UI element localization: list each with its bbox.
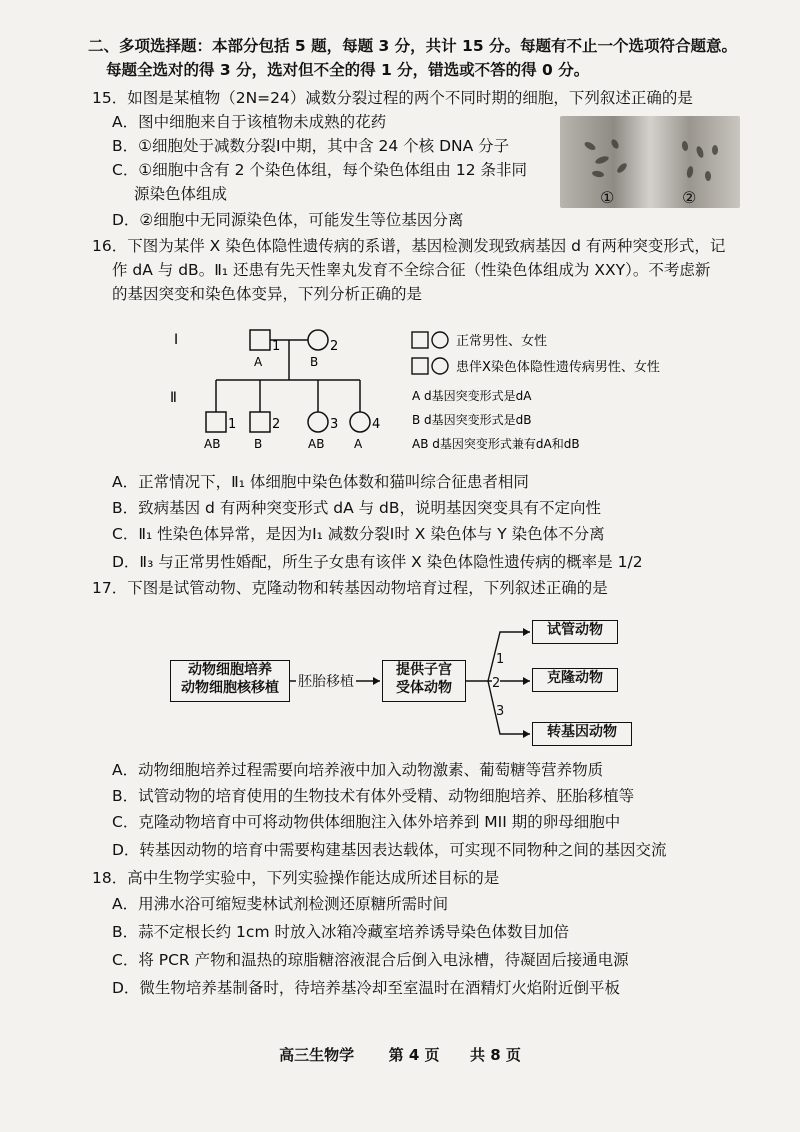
legend-affected-female-symbol xyxy=(432,358,448,374)
pedigree-II1-number: 1 xyxy=(228,417,237,432)
pedigree-I1-male xyxy=(250,330,270,350)
q16-stem-line1: 16．下图为某伴 X 染色体隐性遗传病的系谱，基因检测发现致病基因 d 有两种突变形式，记 xyxy=(92,237,726,255)
q17-option-d: D．转基因动物的培育中需要构建基因表达载体，可实现不同物种之间的基因交流 xyxy=(112,841,667,859)
section-heading: 二、多项选择题：本部分包括 5 题，每题 3 分，共计 15 分。每题有不止一个选项符合题意。 xyxy=(88,37,738,55)
q17-option-b: B．试管动物的培育使用的生物技术有体外受精、动物细胞培养、胚胎移植等 xyxy=(112,787,635,805)
q16-option-c: C．Ⅱ₁ 性染色体异常，是因为Ⅰ₁ 减数分裂Ⅰ时 X 染色体与 Y 染色体不分离 xyxy=(112,525,605,543)
q18-option-d: D．微生物培养基制备时，待培养基冷却至室温时在酒精灯火焰附近倒平板 xyxy=(112,979,620,997)
pedigree-II3-female xyxy=(308,412,328,432)
meiosis-micrograph xyxy=(560,116,740,208)
footer-total-pages: 共 8 页 xyxy=(469,1046,521,1064)
cell-label-1: ① xyxy=(600,188,615,207)
legend-normal: 正常男性、女性 xyxy=(456,334,548,349)
breeding-flow-diagram xyxy=(170,612,630,752)
box-cloned-animal: 克隆动物 xyxy=(532,668,618,692)
q15-stem: 15．如图是某植物（2N=24）减数分裂过程的两个不同时期的细胞，下列叙述正确的是 xyxy=(92,89,693,107)
page-footer xyxy=(0,1044,800,1065)
pedigree-II3-number: 3 xyxy=(330,417,339,432)
q15-option-a: A．图中细胞来自于该植物未成熟的花药 xyxy=(112,113,387,131)
box-recipient-line1: 提供子宫 xyxy=(396,662,452,678)
pedigree-I1-number: 1 xyxy=(272,339,281,354)
legend-normal-male-symbol xyxy=(412,332,428,348)
legend-affected: 患伴X染色体隐性遗传病男性、女性 xyxy=(456,360,660,375)
q17-option-c: C．克隆动物培育中可将动物供体细胞注入体外培养到 MII 期的卵母细胞中 xyxy=(112,813,621,831)
q16-option-a: A．正常情况下，Ⅱ₁ 体细胞中染色体数和猫叫综合征患者相同 xyxy=(112,473,529,491)
legend-mutation-ab: AB d基因突变形式兼有dA和dB xyxy=(412,437,580,451)
pedigree-I2-female xyxy=(308,330,328,350)
box-cell-culture-line1: 动物细胞培养 xyxy=(188,662,272,678)
q16-stem-line2: 作 dA 与 dB。Ⅱ₁ 还患有先天性睾丸发育不全综合征（性染色体组成为 XXY）。不考虑新 xyxy=(112,261,711,279)
pedigree-II1-gene: AB xyxy=(204,437,221,451)
q18-stem: 18．高中生物学实验中，下列实验操作能达成所述目标的是 xyxy=(92,869,500,887)
q15-option-d: D．②细胞中无同源染色体，可能发生等位基因分离 xyxy=(112,211,464,229)
box-cell-culture-line2: 动物细胞核移植 xyxy=(181,680,279,696)
box-test-tube-animal: 试管动物 xyxy=(532,620,618,644)
branch-number-1: 1 xyxy=(496,652,505,667)
arrow-label-embryo-transfer: 胚胎移植 xyxy=(298,674,354,690)
generation-I-label: Ⅰ xyxy=(174,332,179,348)
generation-II-label: Ⅱ xyxy=(170,390,177,406)
legend-affected-male-symbol xyxy=(412,358,428,374)
branch-number-3: 3 xyxy=(496,704,505,719)
q16-option-b: B．致病基因 d 有两种突变形式 dA 与 dB，说明基因突变具有不定向性 xyxy=(112,499,602,517)
pedigree-I2-gene: B xyxy=(310,355,319,369)
pedigree-II4-gene: A xyxy=(354,437,363,451)
pedigree-I1-gene: A xyxy=(254,355,263,369)
pedigree-II2-male xyxy=(250,412,270,432)
q15-option-c-cont: 源染色体组成 xyxy=(134,185,228,203)
legend-normal-female-symbol xyxy=(432,332,448,348)
branch-number-2: 2 xyxy=(492,674,500,694)
q18-option-c: C．将 PCR 产物和温热的琼脂糖溶液混合后倒入电泳槽，待凝固后接通电源 xyxy=(112,951,629,969)
q16-stem-line3: 的基因突变和染色体变异，下列分析正确的是 xyxy=(112,285,423,303)
q16-option-d: D．Ⅱ₃ 与正常男性婚配，所生子女患有该伴 X 染色体隐性遗传病的概率是 1/2 xyxy=(112,553,643,571)
legend-mutation-a: A d基因突变形式是dA xyxy=(412,389,532,403)
pedigree-II4-female xyxy=(350,412,370,432)
q17-option-a: A．动物细胞培养过程需要向培养液中加入动物激素、葡萄糖等营养物质 xyxy=(112,761,604,779)
footer-page-number: 第 4 页 xyxy=(388,1046,440,1064)
pedigree-I2-number: 2 xyxy=(330,339,339,354)
q17-stem: 17．下图是试管动物、克隆动物和转基因动物培育过程，下列叙述正确的是 xyxy=(92,579,608,597)
pedigree-chart xyxy=(160,318,720,458)
pedigree-II4-number: 4 xyxy=(372,417,381,432)
legend-mutation-b: B d基因突变形式是dB xyxy=(412,413,532,427)
q15-option-c: C．①细胞中含有 2 个染色体组，每个染色体组由 12 条非同 xyxy=(112,161,528,179)
section-scoring-rule: 每题全选对的得 3 分，选对但不全的得 1 分，错选或不答的得 0 分。 xyxy=(106,61,590,79)
footer-subject: 高三生物学 xyxy=(279,1046,355,1064)
pedigree-II1-male xyxy=(206,412,226,432)
q18-option-b: B．蒜不定根长约 1cm 时放入冰箱冷藏室培养诱导染色体数目加倍 xyxy=(112,923,569,941)
q15-option-b: B．①细胞处于减数分裂Ⅰ中期，其中含 24 个核 DNA 分子 xyxy=(112,137,510,155)
pedigree-II2-gene: B xyxy=(254,437,263,451)
pedigree-II2-number: 2 xyxy=(272,417,281,432)
pedigree-II3-gene: AB xyxy=(308,437,325,451)
box-transgenic-animal: 转基因动物 xyxy=(532,722,632,746)
q18-option-a: A．用沸水浴可缩短斐林试剂检测还原糖所需时间 xyxy=(112,895,449,913)
cell-label-2: ② xyxy=(682,188,697,207)
box-recipient-line2: 受体动物 xyxy=(396,680,452,696)
